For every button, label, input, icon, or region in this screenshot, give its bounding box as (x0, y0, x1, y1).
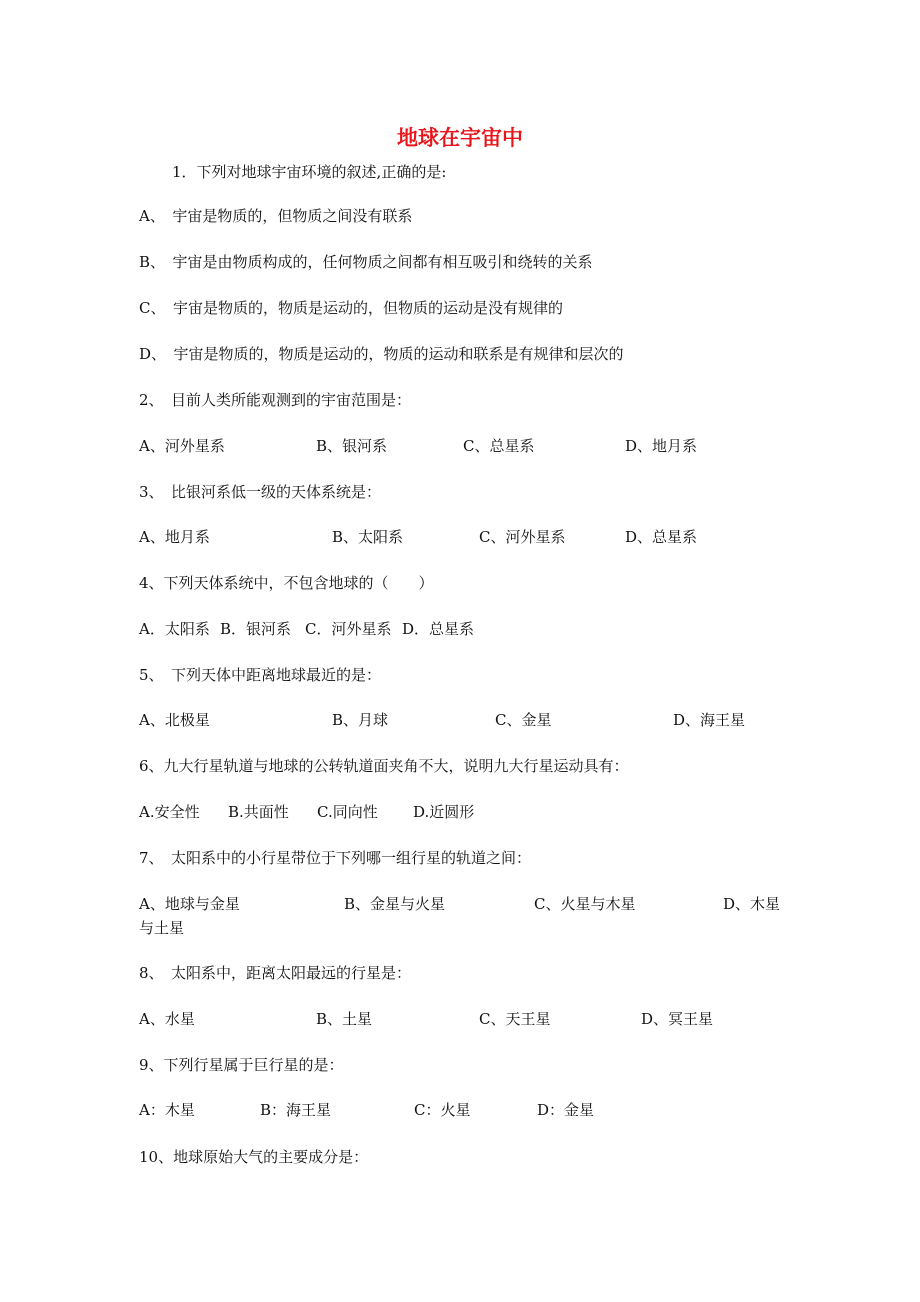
question-4-stem: 4、下列天体系统中，不包含地球的（ ） (139, 574, 434, 592)
question-1-option-b: B、 宇宙是由物质构成的，任何物质之间都有相互吸引和绕转的关系 (139, 253, 593, 271)
question-1-option-c: C、 宇宙是物质的，物质是运动的，但物质的运动是没有规律的 (139, 299, 563, 317)
question-8-stem: 8、 太阳系中，距离太阳最远的行星是： (139, 964, 412, 982)
question-3-option-d: D、总星系 (625, 528, 698, 546)
question-2-option-a: A、河外星系 (139, 437, 225, 455)
question-4-option-b: B．银河系 (220, 620, 292, 638)
question-1-stem: 1．下列对地球宇宙环境的叙述,正确的是: (172, 163, 447, 181)
question-2-option-d: D、地月系 (625, 437, 698, 455)
question-4-option-a: A．太阳系 (139, 620, 210, 638)
question-7-option-b: B、金星与火星 (344, 895, 446, 913)
question-6-option-c: C.同向性 (317, 803, 378, 821)
question-6-stem: 6、九大行星轨道与地球的公转轨道面夹角不大，说明九大行星运动具有： (139, 757, 629, 775)
question-7-stem: 7、 太阳系中的小行星带位于下列哪一组行星的轨道之间： (139, 849, 532, 867)
question-4-option-c: C．河外星系 (305, 620, 392, 638)
question-8-option-a: A、水星 (139, 1010, 195, 1028)
question-3-option-a: A、地月系 (139, 528, 210, 546)
question-8-option-c: C、天王星 (479, 1010, 551, 1028)
question-9-option-d: D：金星 (537, 1101, 595, 1119)
question-5-stem: 5、 下列天体中距离地球最近的是： (139, 666, 382, 684)
question-4-option-d: D．总星系 (402, 620, 475, 638)
question-9-stem: 9、下列行星属于巨行星的是： (139, 1056, 344, 1074)
question-2-option-c: C、总星系 (463, 437, 535, 455)
question-3-option-b: B、太阳系 (332, 528, 404, 546)
question-3-option-c: C、河外星系 (479, 528, 566, 546)
question-5-option-a: A、北极星 (139, 711, 210, 729)
question-5-option-c: C、金星 (495, 711, 552, 729)
question-7-option-d: D、木星 (723, 895, 781, 913)
document-title: 地球在宇宙中 (397, 126, 523, 150)
question-7-option-a: A、地球与金星 (139, 895, 240, 913)
question-9-option-c: C：火星 (414, 1101, 471, 1119)
question-9-option-a: A：木星 (139, 1101, 195, 1119)
question-9-option-b: B：海王星 (260, 1101, 332, 1119)
question-6-option-b: B.共面性 (228, 803, 289, 821)
question-5-option-b: B、月球 (332, 711, 389, 729)
question-7-option-c: C、火星与木星 (534, 895, 636, 913)
question-2-stem: 2、 目前人类所能观测到的宇宙范围是： (139, 391, 412, 409)
question-6-option-a: A.安全性 (139, 803, 200, 821)
question-10-stem: 10、地球原始大气的主要成分是： (139, 1148, 369, 1166)
question-8-option-b: B、土星 (316, 1010, 373, 1028)
question-6-option-d: D.近圆形 (413, 803, 475, 821)
question-7-option-d-cont: 与土星 (139, 919, 185, 937)
question-3-stem: 3、 比银河系低一级的天体系统是： (139, 483, 382, 501)
question-1-option-d: D、 宇宙是物质的，物质是运动的，物质的运动和联系是有规律和层次的 (139, 345, 624, 363)
question-8-option-d: D、冥王星 (641, 1010, 714, 1028)
question-1-option-a: A、 宇宙是物质的，但物质之间没有联系 (139, 207, 413, 225)
question-5-option-d: D、海王星 (673, 711, 746, 729)
question-2-option-b: B、银河系 (316, 437, 388, 455)
